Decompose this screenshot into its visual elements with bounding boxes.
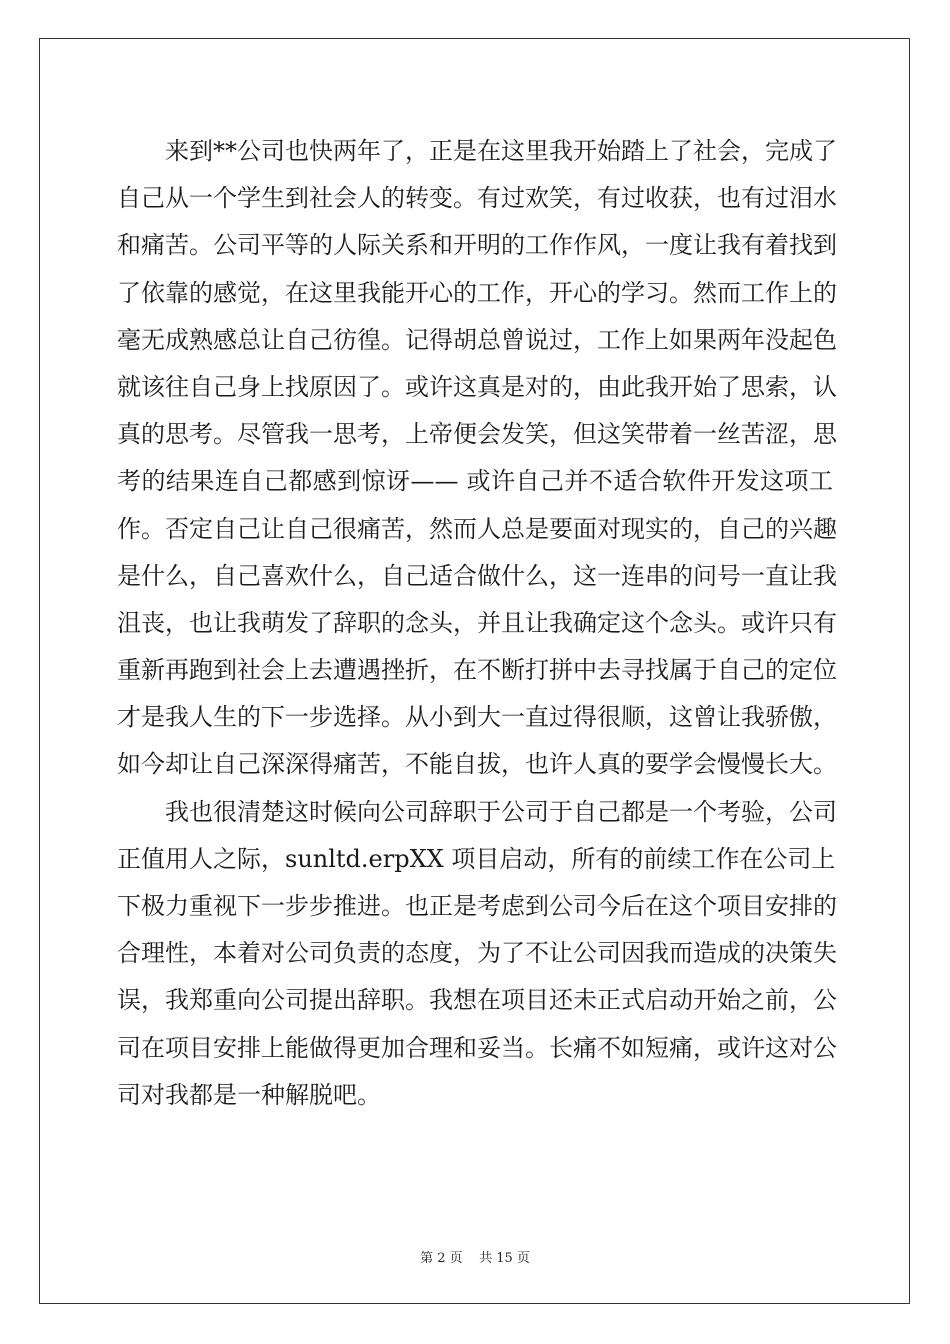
text-line: 如今却让自己深深得痛苦，不能自拔，也许人真的要学会慢慢长大。 (117, 750, 837, 779)
page-number-footer: 第 2 页 共 15 页 (420, 1251, 530, 1266)
text-line: 真的思考。尽管我一思考，上帝便会发笑，但这笑带着一丝苦涩，思 (117, 420, 837, 449)
text-line: 司对我都是一种解脱吧。 (117, 1080, 381, 1109)
text-line: 重新再跑到社会上去遭遇挫折，在不断打拼中去寻找属于自己的定位 (117, 656, 837, 685)
text-line: 自己从一个学生到社会人的转变。有过欢笑，有过收获，也有过泪水 (117, 184, 837, 213)
text-line: 我也很清楚这时候向公司辞职于公司于自己都是一个考验，公司 (165, 797, 837, 826)
document-body (117, 128, 837, 1119)
text-line: 来到**公司也快两年了，正是在这里我开始踏上了社会，完成了 (165, 137, 837, 165)
text-line: 正值用人之际，sunltd.erpXX 项目启动，所有的前续工作在公司上 (117, 844, 836, 873)
text-line: 才是我人生的下一步选择。从小到大一直过得很顺，这曾让我骄傲， (117, 703, 837, 732)
text-line: 误，我郑重向公司提出辞职。我想在项目还未正式启动开始之前，公 (117, 986, 837, 1015)
text-line: 考的结果连自己都感到惊讶—— 或许自己并不适合软件开发这项工 (117, 467, 833, 496)
text-line: 和痛苦。公司平等的人际关系和开明的工作作风，一度让我有着找到 (117, 231, 837, 260)
text-line: 沮丧，也让我萌发了辞职的念头，并且让我确定这个念头。或许只有 (117, 608, 837, 637)
text-line: 了依靠的感觉，在这里我能开心的工作，开心的学习。然而工作上的 (117, 278, 837, 307)
text-line: 下极力重视下一步步推进。也正是考虑到公司今后在这个项目安排的 (117, 892, 837, 920)
text-line: 合理性，本着对公司负责的态度，为了不让公司因我而造成的决策失 (117, 939, 837, 968)
text-line: 就该往自己身上找原因了。或许这真是对的，由此我开始了思索，认 (117, 372, 837, 401)
text-line: 是什么，自己喜欢什么，自己适合做什么，这一连串的问号一直让我 (117, 561, 837, 590)
text-line: 作。否定自己让自己很痛苦，然而人总是要面对现实的，自己的兴趣 (117, 514, 837, 543)
text-line: 毫无成熟感总让自己彷徨。记得胡总曾说过，工作上如果两年没起色 (117, 325, 837, 354)
text-line: 司在项目安排上能做得更加合理和妥当。长痛不如短痛，或许这对公 (117, 1033, 837, 1062)
